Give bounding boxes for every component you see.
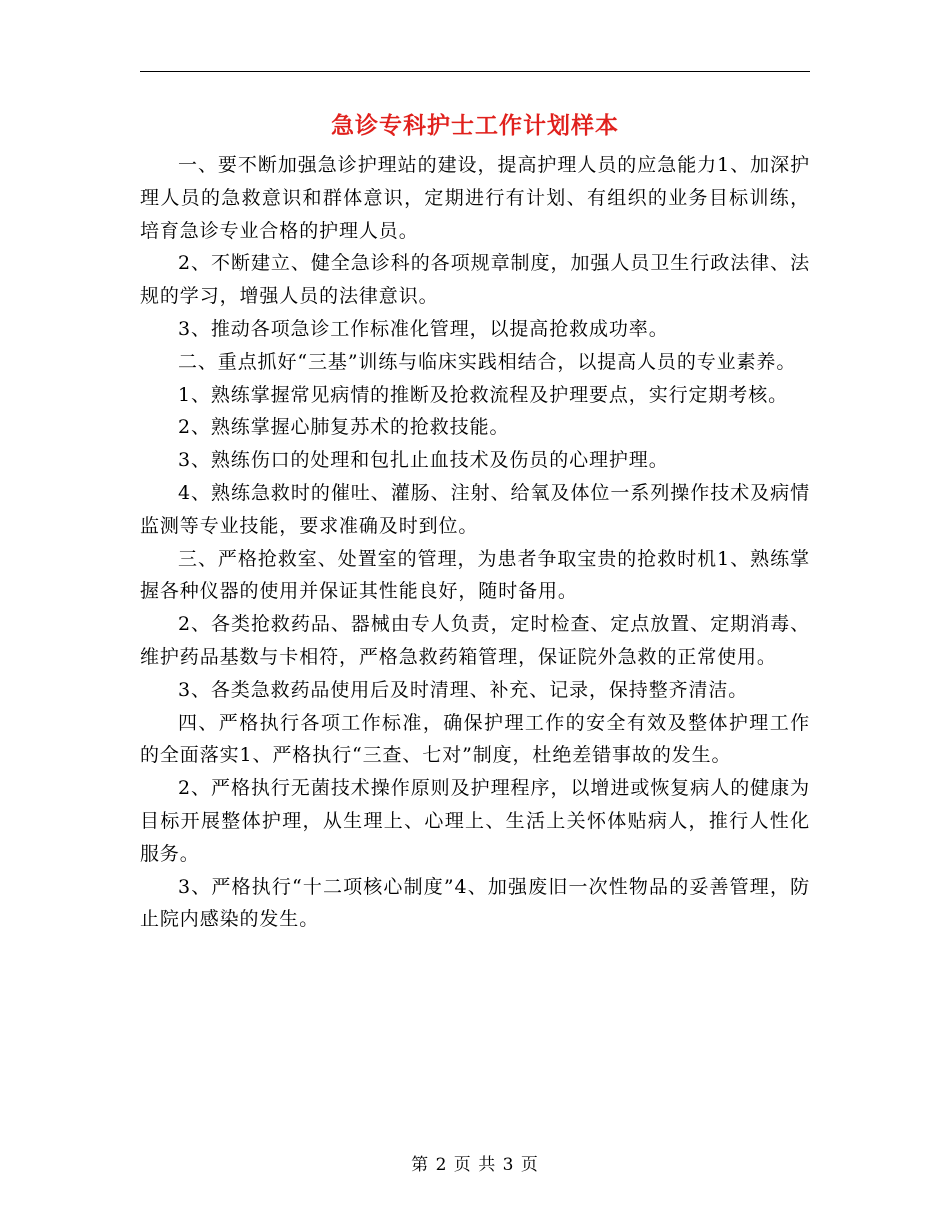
paragraph: 1、熟练掌握常见病情的推断及抢救流程及护理要点，实行定期考核。 [178, 383, 788, 406]
page-number-footer: 第 2 页 共 3 页 [411, 1155, 539, 1175]
paragraph: 3、严格执行“十二项核心制度”4、加强废旧一次性物品的妥善管理，防止院内感染的发生。 [140, 875, 810, 931]
paragraph: 4、熟练急救时的催吐、灌肠、注射、给氧及体位一系列操作技术及病情监测等专业技能，要求准确及时到位。 [140, 481, 810, 537]
paragraph: 3、各类急救药品使用后及时清理、补充、记录，保持整齐清洁。 [178, 678, 749, 701]
paragraph: 四、严格执行各项工作标准，确保护理工作的安全有效及整体护理工作的全面落实1、严格执行“三查、七对”制度，杜绝差错事故的发生。 [140, 711, 810, 767]
paragraph: 3、熟练伤口的处理和包扎止血技术及伤员的心理护理。 [178, 449, 669, 472]
document-body [140, 149, 810, 936]
paragraph: 二、重点抓好“三基”训练与临床实践相结合，以提高人员的专业素养。 [178, 350, 797, 373]
paragraph: 一、要不断加强急诊护理站的建设，提高护理人员的应急能力1、加深护理人员的急救意识和群体意识，定期进行有计划、有组织的业务目标训练，培育急诊专业合格的护理人员。 [140, 154, 810, 242]
paragraph: 2、熟练掌握心肺复苏术的抢救技能。 [178, 416, 510, 439]
paragraph: 2、不断建立、健全急诊科的各项规章制度，加强人员卫生行政法律、法规的学习，增强人员的法律意识。 [140, 252, 810, 308]
paragraph: 2、各类抢救药品、器械由专人负责，定时检查、定点放置、定期消毒、维护药品基数与卡相符，严格急救药箱管理，保证院外急救的正常使用。 [140, 613, 810, 668]
paragraph: 3、推动各项急诊工作标准化管理，以提高抢救成功率。 [178, 317, 669, 340]
paragraph: 2、严格执行无菌技术操作原则及护理程序，以增进或恢复病人的健康为目标开展整体护理，从生理上、心理上、生活上关怀体贴病人，推行人性化服务。 [140, 777, 810, 865]
paragraph: 三、严格抢救室、处置室的管理，为患者争取宝贵的抢救时机1、熟练掌握各种仪器的使用并保证其性能良好，随时备用。 [140, 547, 810, 603]
document-title: 急诊专科护士工作计划样本 [331, 112, 619, 139]
header-rule [140, 71, 810, 72]
